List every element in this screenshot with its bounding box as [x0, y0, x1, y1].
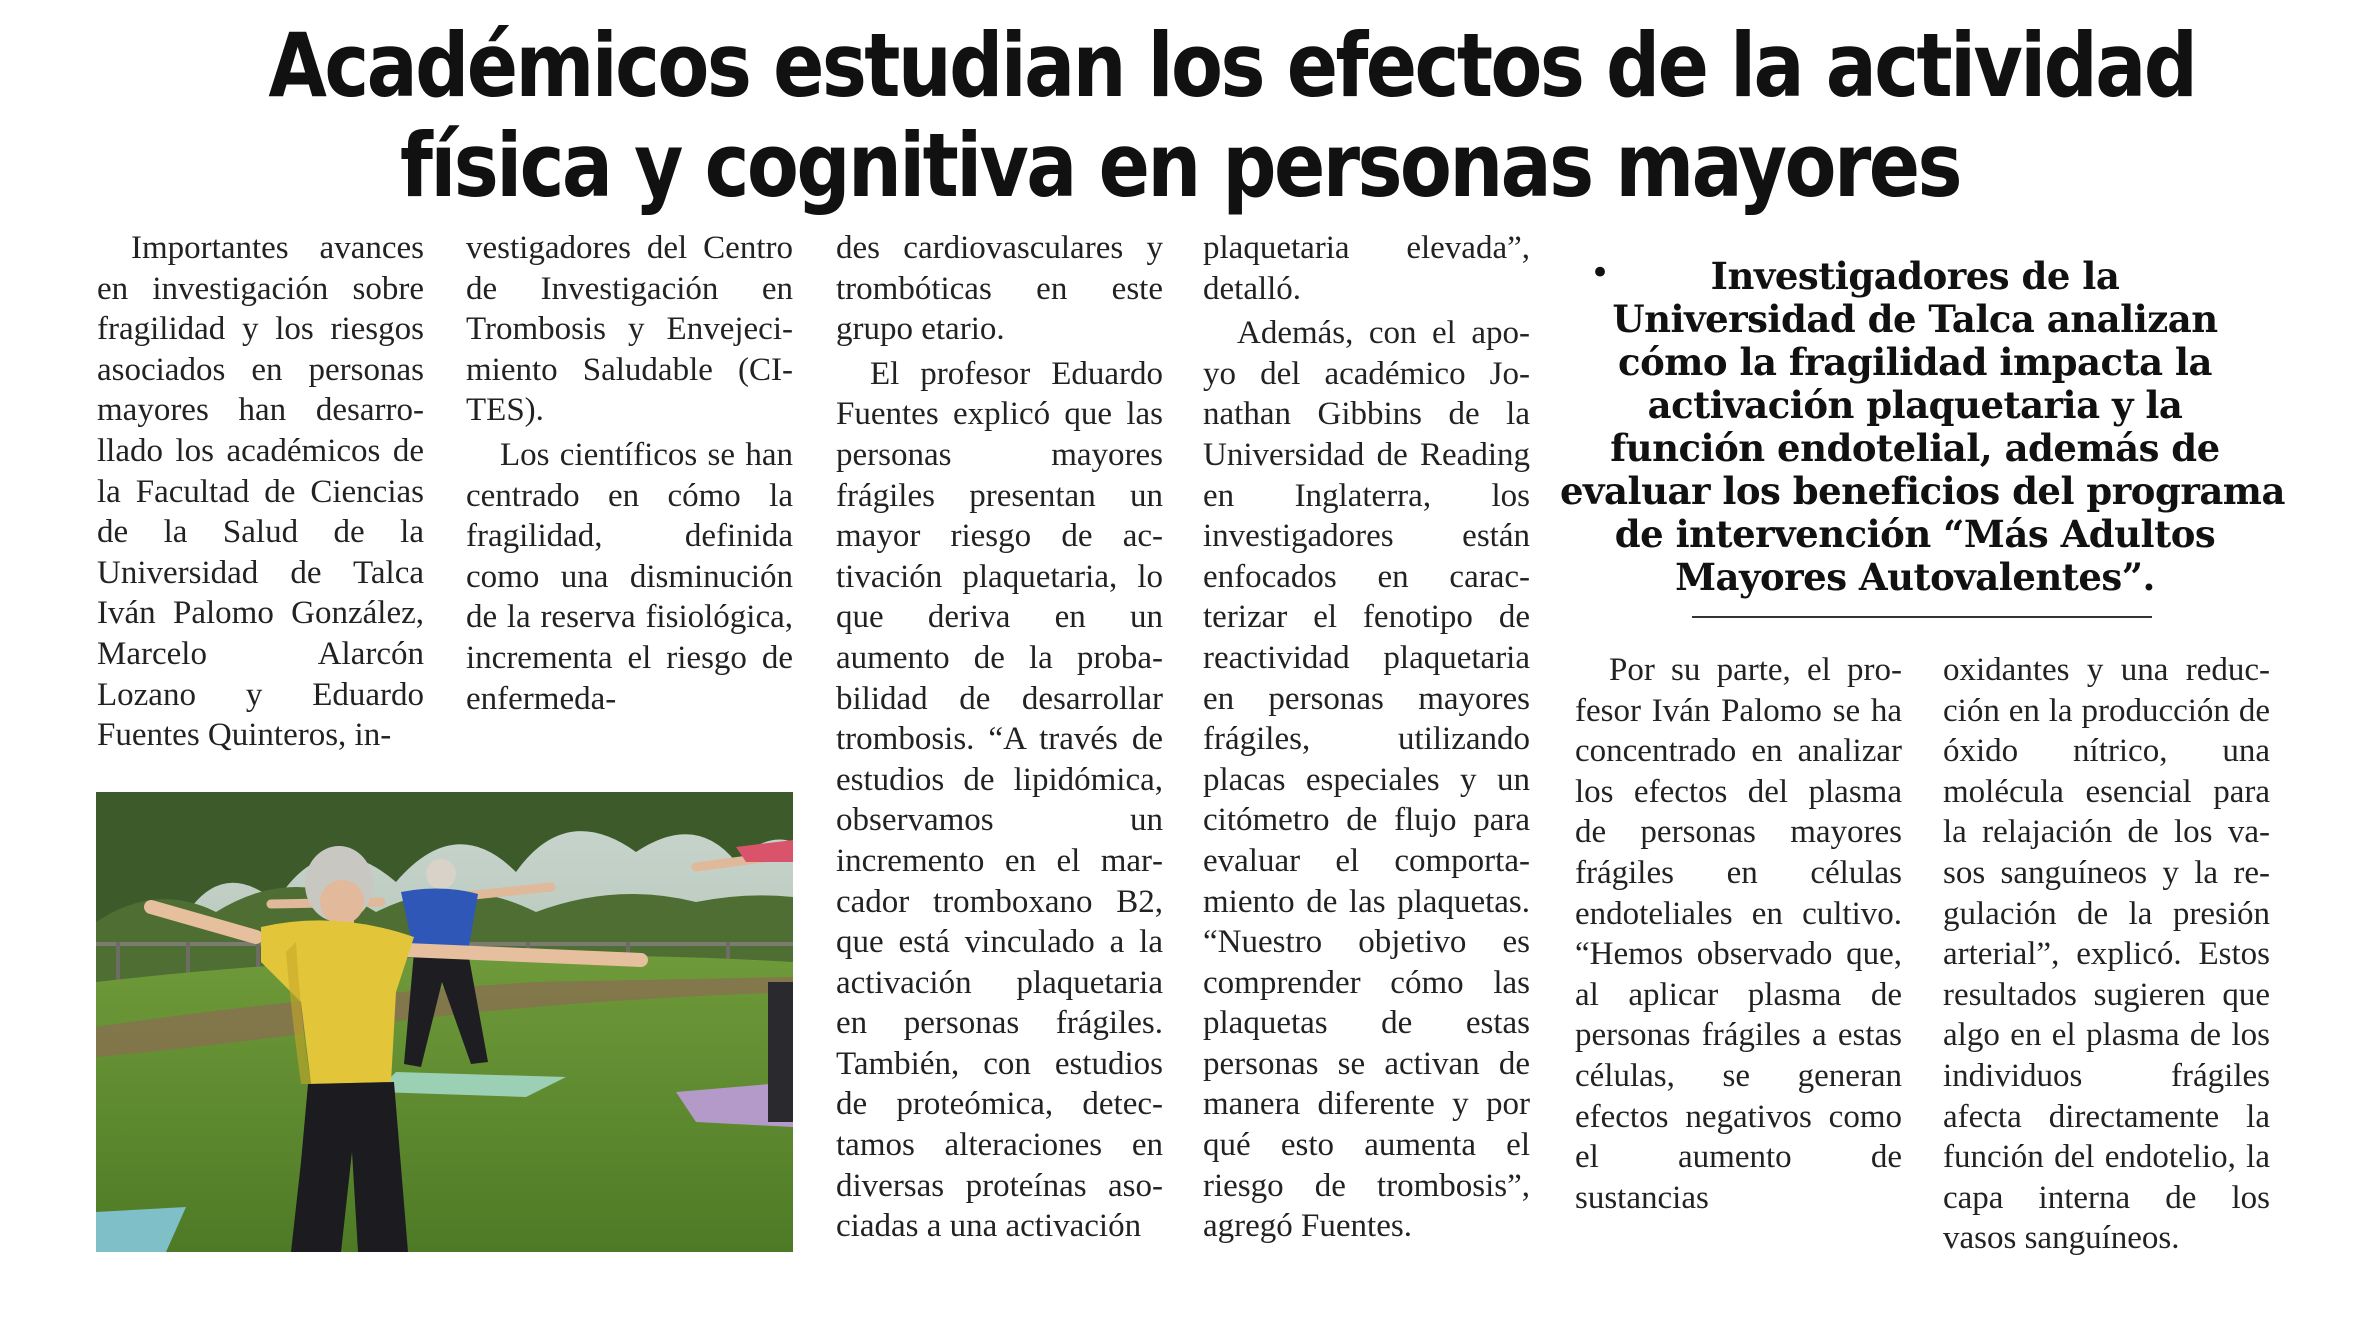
paragraph: Por su parte, el profesor Iván Palomo se ha concentrado en analizar los efectos del plasma de personas mayores frágiles en células endoteliales en cultivo. “Hemos observado que, al aplicar plasma de personas frágiles a estas células, se generan efectos negativos como el aumento de sustancias — [1575, 652, 1902, 1216]
article-column-3 — [836, 228, 1163, 1247]
article-column-4 — [1203, 228, 1530, 1247]
headline-line-2: física y cognitiva en personas mayores — [400, 114, 1960, 217]
pull-quote-line: Investigadores de la — [1710, 254, 2120, 298]
paragraph: plaquetaria elevada”, detalló. — [1203, 230, 1530, 307]
pull-quote-line: Universidad de Talca analizan — [1612, 297, 2218, 341]
pull-quote — [1560, 253, 2285, 599]
exercise-class-photo — [96, 792, 793, 1252]
article-column-1 — [97, 228, 424, 756]
paragraph: vestigadores del Centro de Investigación en Trombosis y Envejecimiento Saludable (CITES). — [466, 230, 793, 429]
pull-quote-text — [1560, 254, 2285, 599]
headline — [268, 14, 2196, 217]
pull-quote-line: de intervención “Más Adultos — [1614, 512, 2216, 556]
paragraph: oxidantes y una reducción en la producción de óxido nítrico, una molécula esencial para la relajación de los vasos sanguíneos y la regulación de la presión arterial”, explicó. Estos resultados sugieren que algo en el plasma de los individuos frágiles afecta directamente la función del endotelio, la capa interna de los vasos sanguíneos. — [1943, 652, 2270, 1257]
paragraph: des cardiovasculares y trombóticas en este grupo etario. — [836, 230, 1163, 348]
pull-quote-line: activación plaquetaria y la — [1647, 383, 2183, 427]
headline-line-1: Académicos estudian los efectos de la actividad — [268, 14, 2196, 117]
paragraph: Además, con el apoyo del académico Jonathan Gibbins de la Universidad de Reading en Inglaterra, los investigadores están enfocados en caracterizar el fenotipo de reactividad plaquetaria en personas mayores frágiles, utilizando placas especiales y un citómetro de flujo para evaluar el comportamiento de las plaquetas. “Nuestro objetivo es comprender cómo las plaquetas de estas personas se activan de manera diferente y por qué esto aumenta el riesgo de trombosis”, agregó Fuentes. — [1203, 315, 1530, 1245]
article-column-2 — [466, 228, 793, 719]
article-column-6 — [1943, 650, 2270, 1259]
article-column-5 — [1575, 650, 1902, 1218]
bullet-icon: • — [1590, 253, 1611, 293]
pull-quote-line: evaluar los beneficios del programa — [1560, 469, 2285, 513]
pull-quote-line: función endotelial, además de — [1610, 426, 2220, 470]
pull-quote-line: Mayores Autovalentes”. — [1675, 555, 2155, 599]
paragraph: Importantes avances en investigación sobre fragilidad y los riesgos asociados en personas mayores han desarrollado los académicos de la Facultad de Ciencias de la Salud de la Universidad de Talca Iván Palomo González, Marcelo Alarcón Lozano y Eduardo Fuentes Quinteros, in- — [97, 230, 424, 754]
paragraph: El profesor Eduardo Fuentes explicó que las personas mayores frágiles presentan un mayor riesgo de activación plaquetaria, lo que deriva en un aumento de la probabilidad de desarrollar trombosis. “A través de estudios de lipidómica, observamos un incremento en el marcador tromboxano B2, que está vinculado a la activación plaquetaria en personas frágiles. También, con estudios de proteómica, detectamos alteraciones en diversas proteínas asociadas a una activación — [836, 355, 1163, 1245]
pull-quote-line: cómo la fragilidad impacta la — [1618, 340, 2212, 384]
divider-rule — [1692, 616, 2152, 618]
paragraph: Los científicos se han centrado en cómo la fragilidad, definida como una disminución de la reserva fisiológica, incrementa el riesgo de enfermeda- — [466, 436, 793, 717]
